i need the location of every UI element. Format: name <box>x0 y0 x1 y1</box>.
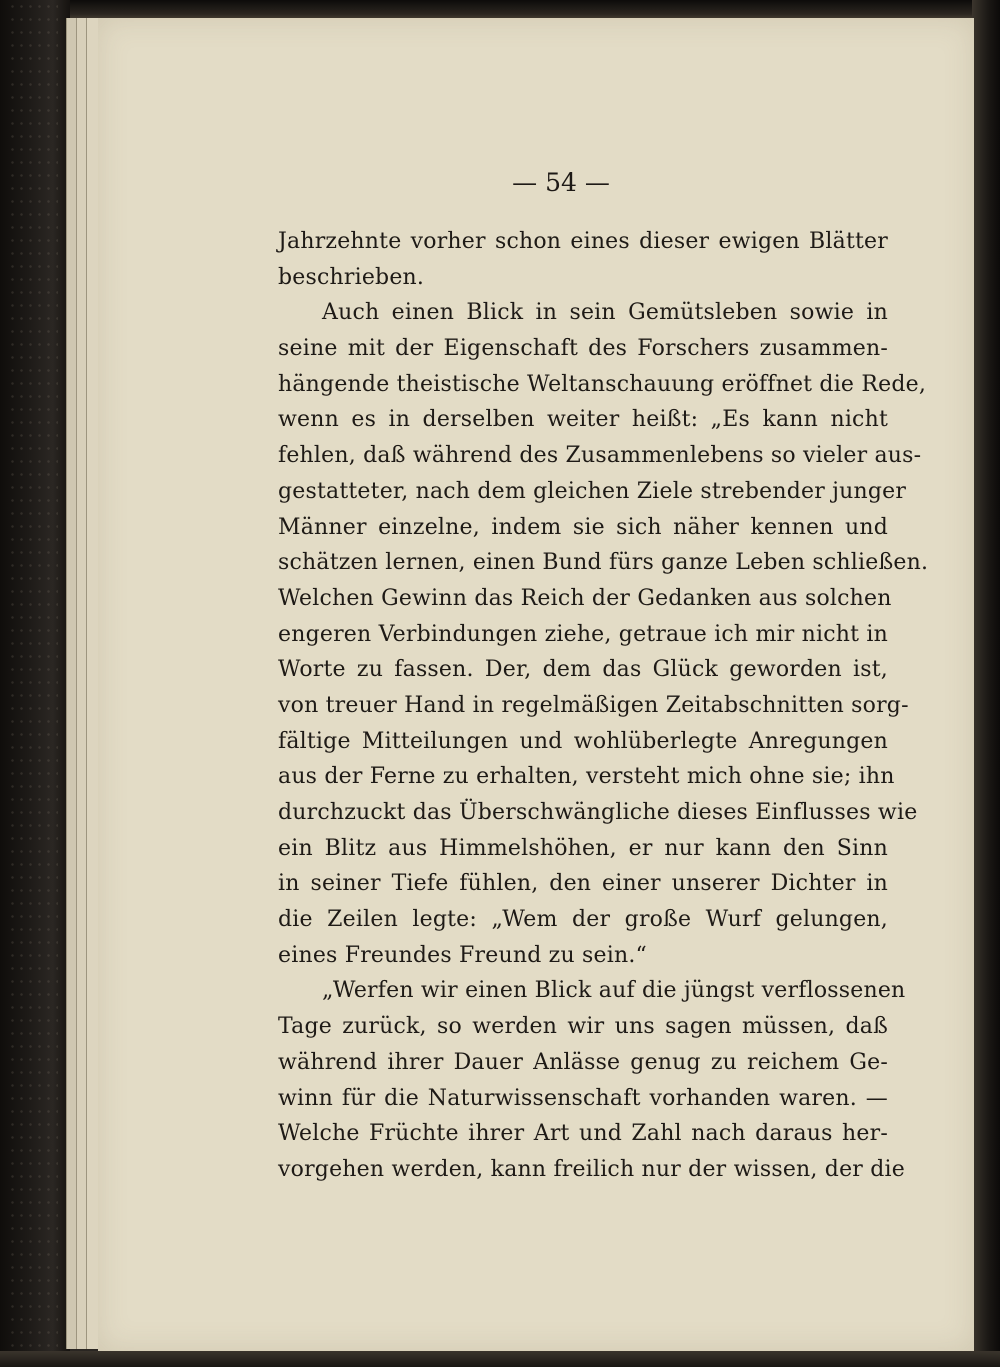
text-line: beschrieben. <box>278 264 425 290</box>
body-text <box>278 224 929 1188</box>
text-line: „Werfen wir einen Blick auf die jüngst verflossenen <box>322 978 906 1004</box>
text-line: winn für die Naturwissenschaft vorhanden waren. — <box>278 1085 888 1111</box>
top-edge <box>0 0 1000 20</box>
text-line: Jahrzehnte vorher schon eines dieser ewigen Blätter <box>278 229 888 254</box>
text-line: durchzuckt das Überschwängliche dieses Einflusses wie <box>278 800 918 825</box>
text-line: während ihrer Dauer Anlässe genug zu reichem Ge- <box>278 1049 888 1075</box>
binding-texture <box>8 0 58 1367</box>
book-page <box>98 18 974 1351</box>
text-line: gestatteter, nach dem gleichen Ziele strebender junger <box>278 478 907 504</box>
text-line: seine mit der Eigenschaft des Forschers zusammen- <box>278 336 888 362</box>
text-line: engeren Verbindungen ziehe, getraue ich mir nicht in <box>278 621 889 647</box>
text-line: Tage zurück, so werden wir uns sagen müssen, daß <box>278 1014 888 1040</box>
text-line: Worte zu fassen. Der, dem das Glück geworden ist, <box>278 657 888 683</box>
text-line: Auch einen Blick in sein Gemütsleben sowie in <box>322 300 888 326</box>
text-line: aus der Ferne zu erhalten, versteht mich ohne sie; ihn <box>278 764 895 790</box>
text-line: in seiner Tiefe fühlen, den einer unserer Dichter in <box>278 871 888 897</box>
text-line: Männer einzelne, indem sie sich näher kennen und <box>278 514 888 540</box>
bottom-edge <box>0 1351 1000 1367</box>
text-line: Welchen Gewinn das Reich der Gedanken aus solchen <box>278 585 892 611</box>
text-line: fehlen, daß während des Zusammenlebens so vieler aus- <box>278 443 922 469</box>
text-line: eines Freundes Freund zu sein.“ <box>278 942 647 968</box>
text-line: vorgehen werden, kann freilich nur der wissen, der die <box>278 1156 905 1182</box>
text-line: die Zeilen legte: „Wem der große Wurf gelungen, <box>278 907 888 933</box>
text-line: Welche Früchte ihrer Art und Zahl nach daraus her- <box>278 1121 888 1147</box>
right-edge <box>972 0 1000 1367</box>
text-line: ein Blitz aus Himmelshöhen, er nur kann den Sinn <box>278 835 888 861</box>
text-line: von treuer Hand in regelmäßigen Zeitabschnitten sorg- <box>278 692 909 718</box>
book-binding <box>0 0 70 1367</box>
page-number: — 54 — <box>512 168 610 197</box>
text-line: schätzen lernen, einen Bund fürs ganze Leben schließen. <box>278 550 929 576</box>
text-line: fältige Mitteilungen und wohlüberlegte Anregungen <box>278 728 888 754</box>
text-line: wenn es in derselben weiter heißt: „Es kann nicht <box>278 407 888 433</box>
text-line: hängende theistische Weltanschauung eröffnet die Rede, <box>278 371 927 397</box>
